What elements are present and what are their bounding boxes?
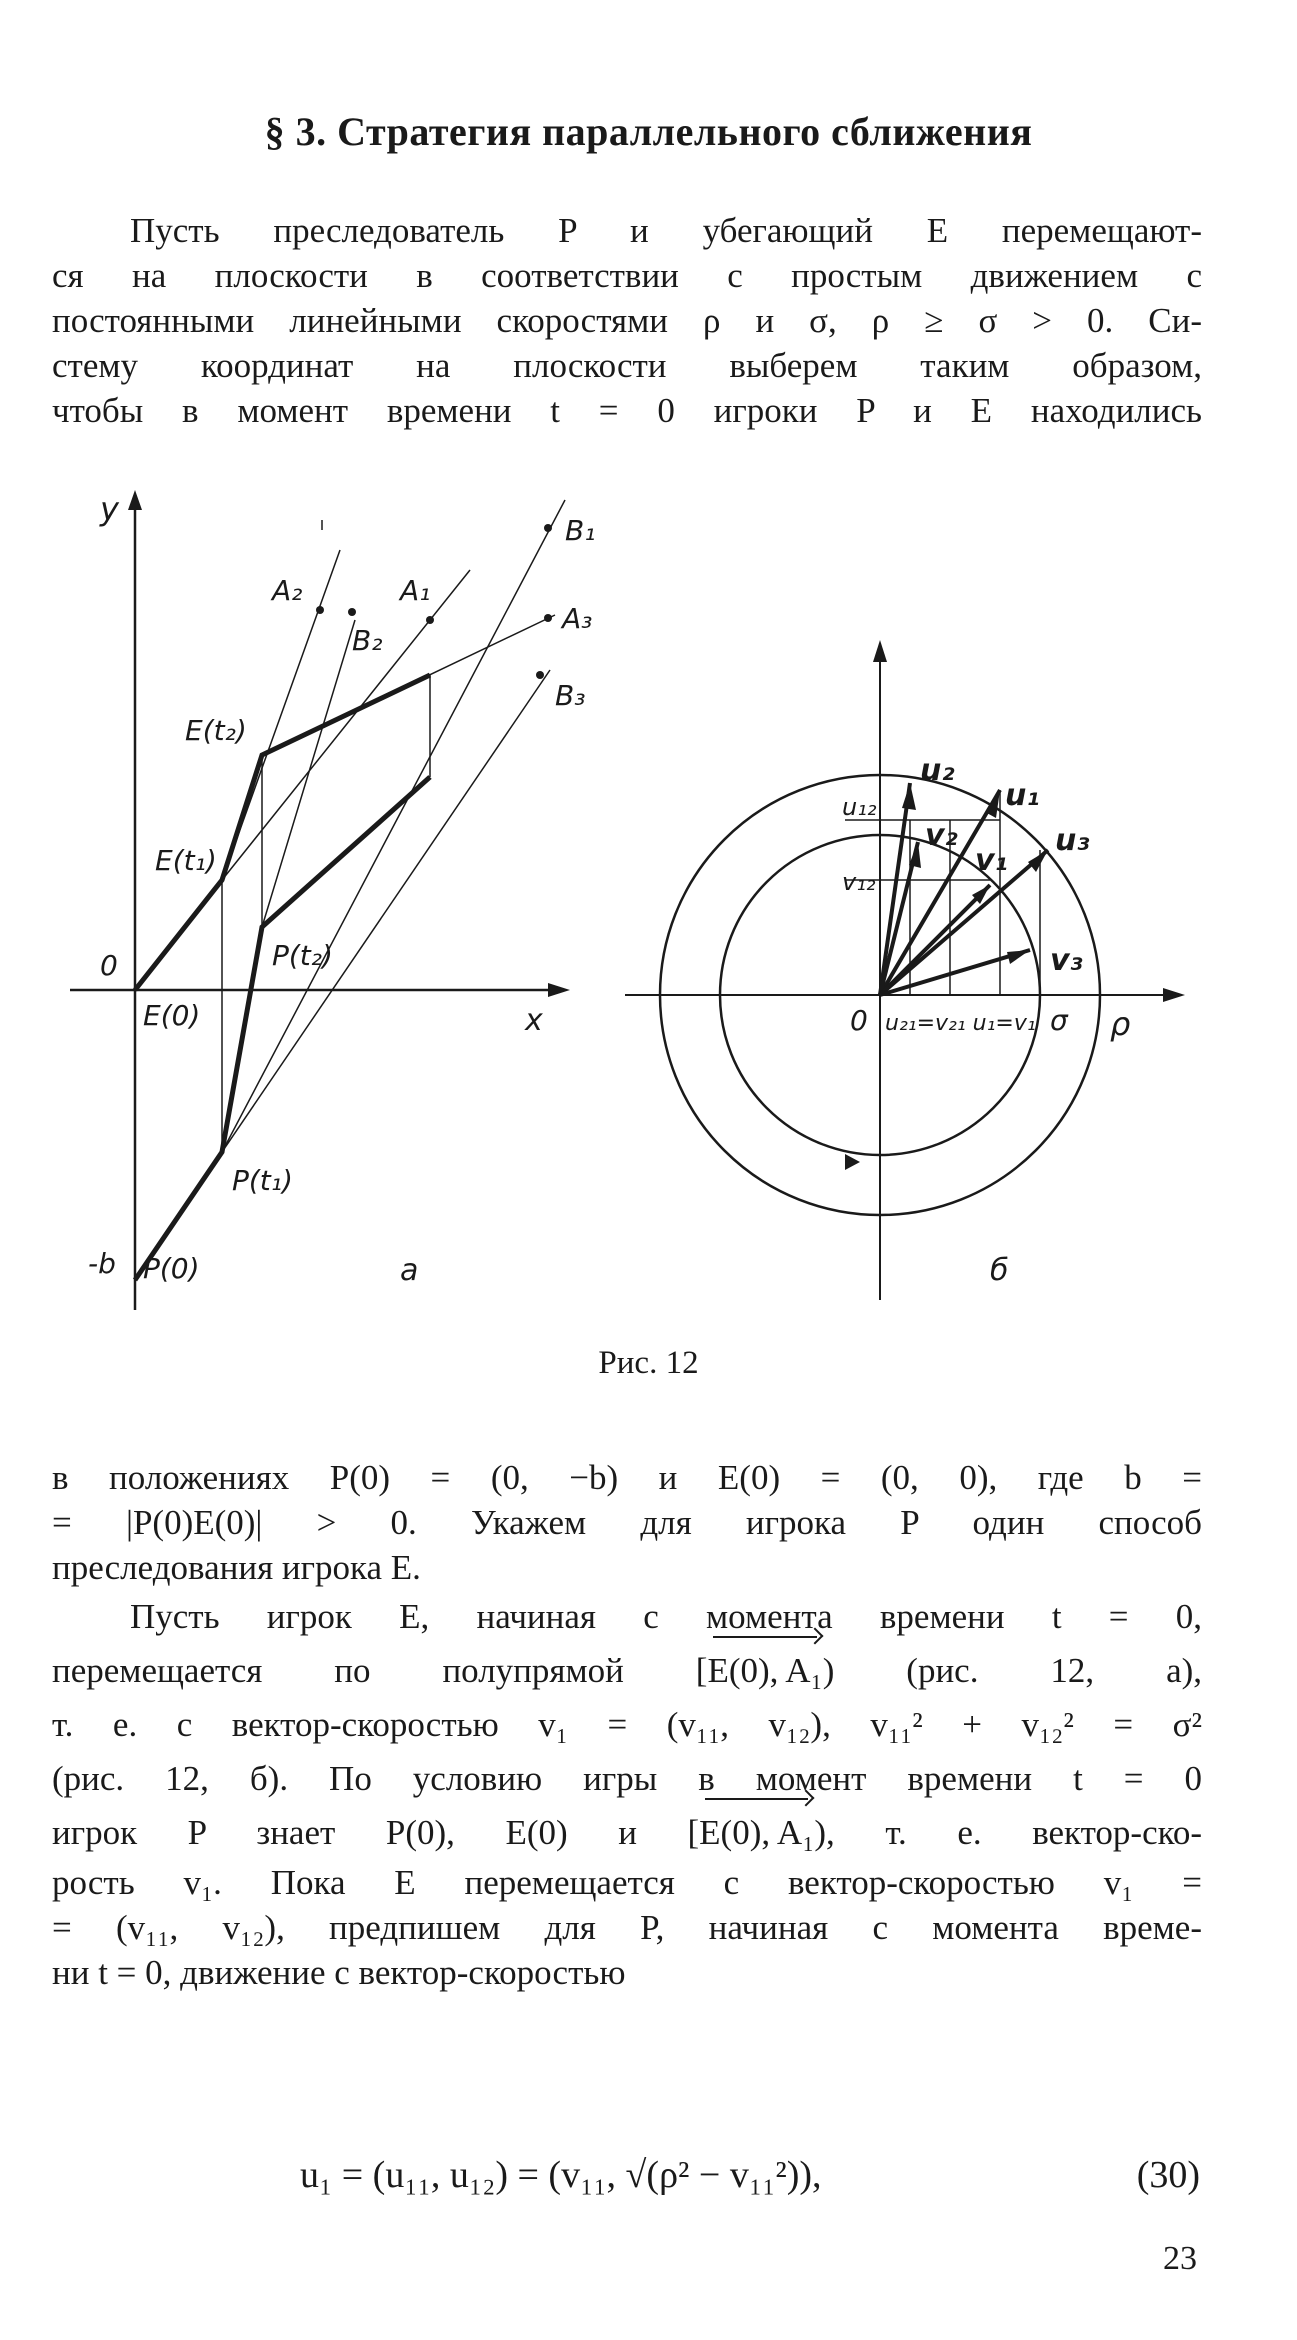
figure-12	[0, 490, 1297, 1340]
label-v1: v₁	[975, 843, 1008, 878]
text-line: в положениях P(0) = (0, −b) и E(0) = (0, 0), где b =	[52, 1458, 1202, 1497]
label-u12: u₁₂	[842, 793, 877, 821]
label-b2: B₂	[352, 624, 383, 657]
text-line: ся на плоскости в соответствии с простым движением с	[52, 256, 1202, 295]
label-v2: v₂	[925, 818, 958, 853]
label-pt2: P(t₂)	[272, 939, 333, 972]
text-line	[52, 1644, 1202, 1698]
point-b2	[348, 608, 356, 616]
x-axis-arrow	[548, 983, 570, 997]
b-bottom-labels: u₂₁=v₂₁ u₁=v₁	[885, 1011, 1036, 1036]
b-origin-label: 0	[850, 1004, 868, 1037]
text-line: чтобы в момент времени t = 0 игроки P и E находились	[52, 391, 1202, 430]
paragraph-2	[52, 1455, 1202, 1590]
text-line: т. е. с вектор-скоростью v₁ = (v₁₁, v₁₂), v₁₁² + v₁₂² = σ²	[52, 1705, 1202, 1744]
section-title: § 3. Стратегия параллельного сближения	[264, 109, 1033, 154]
label-u2: u₂	[920, 753, 955, 788]
label-v12: v₁₂	[842, 868, 876, 896]
label-p0: P(0)	[143, 1252, 200, 1285]
point-a2	[316, 606, 324, 614]
label-a1: A₁	[400, 574, 431, 607]
text-line: рость v₁. Пока E перемещается с вектор-скоростью v₁ =	[52, 1863, 1202, 1902]
b-vertical-arrow	[873, 640, 887, 662]
x-axis-label: x	[525, 1003, 543, 1038]
arrow-u3	[1028, 850, 1048, 872]
text-line: стему координат на плоскости выберем таким образом,	[52, 346, 1202, 385]
paragraph-1	[52, 208, 1202, 433]
label-e0: E(0)	[143, 999, 201, 1032]
text-line: постоянными линейными скоростями ρ и σ, ρ ≥ σ > 0. Си-	[52, 301, 1202, 340]
text-fragment: игрок P знает P(0), E(0) и [	[52, 1813, 700, 1852]
text-line: Пусть преследователь P и убегающий E перемещают-	[130, 211, 1202, 250]
ray-b2	[262, 620, 355, 927]
label-v3: v₃	[1050, 943, 1083, 978]
text-line: ни t = 0, движение с вектор-скоростью	[52, 1953, 626, 1992]
equation-number: (30)	[1136, 2154, 1200, 2196]
text-line: преследования игрока E.	[52, 1548, 421, 1587]
formula-30	[300, 2145, 1200, 2205]
text-line: = (v₁₁, v₁₂), предпишем для P, начиная с момента време-	[52, 1908, 1202, 1947]
arrow-v3	[1007, 950, 1030, 964]
formula-text: u₁ = (u₁₁, u₁₂) = (v₁₁, √(ρ² − v₁₁²)),	[300, 2154, 822, 2196]
rho-axis-arrow	[1163, 988, 1185, 1002]
page-number: 23	[1163, 2240, 1197, 2277]
minus-b-label: -b	[88, 1247, 116, 1280]
label-u1: u₁	[1005, 778, 1040, 813]
label-et1: E(t₁)	[155, 844, 217, 877]
y-axis-arrow	[128, 490, 142, 510]
label-b1: B₁	[565, 514, 596, 547]
label-et2: E(t₂)	[185, 714, 247, 747]
y-axis-label: y	[100, 490, 119, 528]
text-line: Пусть игрок E, начиная с момента времени t = 0,	[130, 1597, 1202, 1636]
circle-direction-arrow	[845, 1154, 860, 1170]
point-a3	[544, 614, 552, 622]
text-line: (рис. 12, б). По условию игры в момент времени t = 0	[52, 1759, 1202, 1798]
point-b3	[536, 671, 544, 679]
panel-b-label: б	[990, 1253, 1009, 1288]
text-line	[52, 1806, 1202, 1860]
label-a2: A₂	[272, 574, 303, 607]
rho-label: ρ	[1110, 1005, 1131, 1043]
origin-label: 0	[100, 949, 118, 982]
text-fragment: перемещается по полупрямой [	[52, 1651, 708, 1690]
sigma-label: σ	[1050, 1004, 1068, 1037]
arrow-u2	[902, 783, 916, 810]
text-line: = |P(0)E(0)| > 0. Укажем для игрока P один способ	[52, 1503, 1202, 1542]
label-b3: B₃	[555, 679, 586, 712]
ray-notation: E(0), A₁	[699, 1806, 814, 1860]
point-a1	[426, 616, 434, 624]
panel-a-label: а	[400, 1253, 419, 1288]
text-fragment: ) (рис. 12, а),	[822, 1651, 1203, 1690]
ray-a3	[262, 615, 555, 755]
ray-notation: E(0), A₁	[707, 1644, 822, 1698]
figure-caption: Рис. 12	[598, 1345, 699, 1381]
point-b1	[544, 524, 552, 532]
label-pt1: P(t₁)	[232, 1164, 293, 1197]
label-a3: A₃	[562, 602, 593, 635]
ray-a1	[222, 570, 470, 880]
paragraph-3	[52, 1590, 1202, 1995]
text-fragment: ), т. е. вектор-ско-	[814, 1813, 1202, 1852]
label-u3: u₃	[1055, 823, 1090, 858]
